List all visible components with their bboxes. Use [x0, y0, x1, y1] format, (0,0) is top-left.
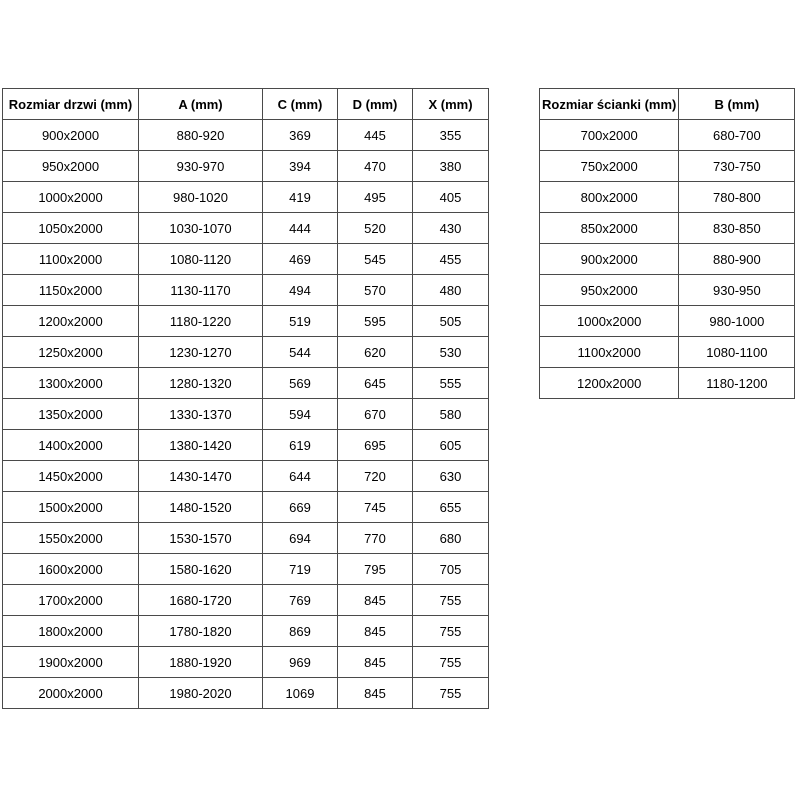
table-cell: 1400x2000 [3, 430, 139, 461]
table-cell: 619 [263, 430, 338, 461]
table-cell: 494 [263, 275, 338, 306]
table-row [3, 337, 489, 368]
table-row [3, 182, 489, 213]
table-cell: 520 [338, 213, 413, 244]
table-cell: 1350x2000 [3, 399, 139, 430]
door-table-body [3, 120, 489, 709]
table-row [3, 461, 489, 492]
table-row [3, 275, 489, 306]
table-cell: 1580-1620 [139, 554, 263, 585]
table-cell: 630 [413, 461, 489, 492]
table-cell: 1150x2000 [3, 275, 139, 306]
table-cell: 869 [263, 616, 338, 647]
table-cell: 1900x2000 [3, 647, 139, 678]
table-cell: 1200x2000 [540, 368, 679, 399]
table-cell: 1600x2000 [3, 554, 139, 585]
table-row [540, 151, 795, 182]
table-cell: 695 [338, 430, 413, 461]
table-cell: 530 [413, 337, 489, 368]
table-cell: 755 [413, 616, 489, 647]
door-sizes-table [2, 88, 489, 709]
table-cell: 845 [338, 585, 413, 616]
table-row [3, 399, 489, 430]
table-cell: 2000x2000 [3, 678, 139, 709]
table-cell: 1980-2020 [139, 678, 263, 709]
table-cell: 1080-1100 [679, 337, 795, 368]
table-cell: 1780-1820 [139, 616, 263, 647]
table-cell: 880-920 [139, 120, 263, 151]
table-row [540, 368, 795, 399]
table-row [3, 616, 489, 647]
table-cell: 1500x2000 [3, 492, 139, 523]
table-cell: 930-950 [679, 275, 795, 306]
column-header-c: C (mm) [263, 89, 338, 120]
table-cell: 845 [338, 647, 413, 678]
table-cell: 719 [263, 554, 338, 585]
table-cell: 1080-1120 [139, 244, 263, 275]
table-cell: 380 [413, 151, 489, 182]
column-header-rozmiar-scianki: Rozmiar ścianki (mm) [540, 89, 679, 120]
table-cell: 570 [338, 275, 413, 306]
table-cell: 1180-1220 [139, 306, 263, 337]
table-cell: 1430-1470 [139, 461, 263, 492]
table-cell: 1380-1420 [139, 430, 263, 461]
door-table-header-row [3, 89, 489, 120]
table-cell: 1180-1200 [679, 368, 795, 399]
table-cell: 980-1000 [679, 306, 795, 337]
table-row [540, 306, 795, 337]
table-cell: 505 [413, 306, 489, 337]
table-row [540, 182, 795, 213]
table-cell: 900x2000 [3, 120, 139, 151]
table-row [3, 306, 489, 337]
table-cell: 544 [263, 337, 338, 368]
table-row [540, 337, 795, 368]
table-cell: 755 [413, 678, 489, 709]
table-cell: 469 [263, 244, 338, 275]
table-cell: 800x2000 [540, 182, 679, 213]
table-cell: 480 [413, 275, 489, 306]
table-cell: 755 [413, 647, 489, 678]
table-cell: 1480-1520 [139, 492, 263, 523]
table-cell: 1300x2000 [3, 368, 139, 399]
table-cell: 519 [263, 306, 338, 337]
table-cell: 950x2000 [3, 151, 139, 182]
table-cell: 1800x2000 [3, 616, 139, 647]
table-cell: 1230-1270 [139, 337, 263, 368]
table-cell: 1069 [263, 678, 338, 709]
table-cell: 430 [413, 213, 489, 244]
table-cell: 445 [338, 120, 413, 151]
table-cell: 644 [263, 461, 338, 492]
table-cell: 1050x2000 [3, 213, 139, 244]
table-cell: 455 [413, 244, 489, 275]
table-row [3, 492, 489, 523]
table-cell: 369 [263, 120, 338, 151]
table-row [3, 647, 489, 678]
table-row [3, 430, 489, 461]
table-cell: 1100x2000 [3, 244, 139, 275]
table-cell: 705 [413, 554, 489, 585]
table-cell: 1280-1320 [139, 368, 263, 399]
table-cell: 655 [413, 492, 489, 523]
table-cell: 355 [413, 120, 489, 151]
table-cell: 780-800 [679, 182, 795, 213]
table-cell: 419 [263, 182, 338, 213]
table-cell: 680-700 [679, 120, 795, 151]
table-cell: 620 [338, 337, 413, 368]
table-cell: 1680-1720 [139, 585, 263, 616]
table-cell: 769 [263, 585, 338, 616]
table-cell: 880-900 [679, 244, 795, 275]
table-cell: 1200x2000 [3, 306, 139, 337]
table-row [3, 585, 489, 616]
table-cell: 645 [338, 368, 413, 399]
table-cell: 569 [263, 368, 338, 399]
table-cell: 470 [338, 151, 413, 182]
table-cell: 555 [413, 368, 489, 399]
table-cell: 594 [263, 399, 338, 430]
table-row [540, 275, 795, 306]
table-row [3, 244, 489, 275]
table-cell: 605 [413, 430, 489, 461]
table-cell: 750x2000 [540, 151, 679, 182]
table-cell: 444 [263, 213, 338, 244]
column-header-rozmiar-drzwi: Rozmiar drzwi (mm) [3, 89, 139, 120]
table-cell: 595 [338, 306, 413, 337]
table-row [540, 213, 795, 244]
table-cell: 730-750 [679, 151, 795, 182]
table-cell: 755 [413, 585, 489, 616]
table-cell: 969 [263, 647, 338, 678]
column-header-a: A (mm) [139, 89, 263, 120]
column-header-b: B (mm) [679, 89, 795, 120]
table-cell: 405 [413, 182, 489, 213]
table-cell: 795 [338, 554, 413, 585]
table-cell: 1880-1920 [139, 647, 263, 678]
table-cell: 950x2000 [540, 275, 679, 306]
table-cell: 1130-1170 [139, 275, 263, 306]
table-cell: 845 [338, 616, 413, 647]
wall-table-body [540, 120, 795, 399]
column-header-x: X (mm) [413, 89, 489, 120]
table-cell: 1330-1370 [139, 399, 263, 430]
table-cell: 670 [338, 399, 413, 430]
wall-table-header-row [540, 89, 795, 120]
table-row [540, 120, 795, 151]
table-cell: 700x2000 [540, 120, 679, 151]
table-cell: 545 [338, 244, 413, 275]
table-cell: 580 [413, 399, 489, 430]
table-cell: 930-970 [139, 151, 263, 182]
wall-sizes-table [539, 88, 795, 399]
column-header-d: D (mm) [338, 89, 413, 120]
table-cell: 669 [263, 492, 338, 523]
table-cell: 830-850 [679, 213, 795, 244]
table-cell: 680 [413, 523, 489, 554]
table-cell: 1000x2000 [3, 182, 139, 213]
table-cell: 1100x2000 [540, 337, 679, 368]
table-cell: 745 [338, 492, 413, 523]
table-cell: 1250x2000 [3, 337, 139, 368]
table-row [3, 120, 489, 151]
table-cell: 850x2000 [540, 213, 679, 244]
table-cell: 980-1020 [139, 182, 263, 213]
table-cell: 720 [338, 461, 413, 492]
table-row [3, 678, 489, 709]
table-cell: 845 [338, 678, 413, 709]
table-cell: 1550x2000 [3, 523, 139, 554]
table-cell: 1700x2000 [3, 585, 139, 616]
table-cell: 1450x2000 [3, 461, 139, 492]
table-cell: 900x2000 [540, 244, 679, 275]
table-row [3, 151, 489, 182]
table-cell: 394 [263, 151, 338, 182]
table-cell: 694 [263, 523, 338, 554]
table-row [540, 244, 795, 275]
table-row [3, 554, 489, 585]
table-row [3, 213, 489, 244]
table-cell: 1530-1570 [139, 523, 263, 554]
table-cell: 495 [338, 182, 413, 213]
table-cell: 770 [338, 523, 413, 554]
table-cell: 1030-1070 [139, 213, 263, 244]
table-cell: 1000x2000 [540, 306, 679, 337]
table-row [3, 523, 489, 554]
table-row [3, 368, 489, 399]
